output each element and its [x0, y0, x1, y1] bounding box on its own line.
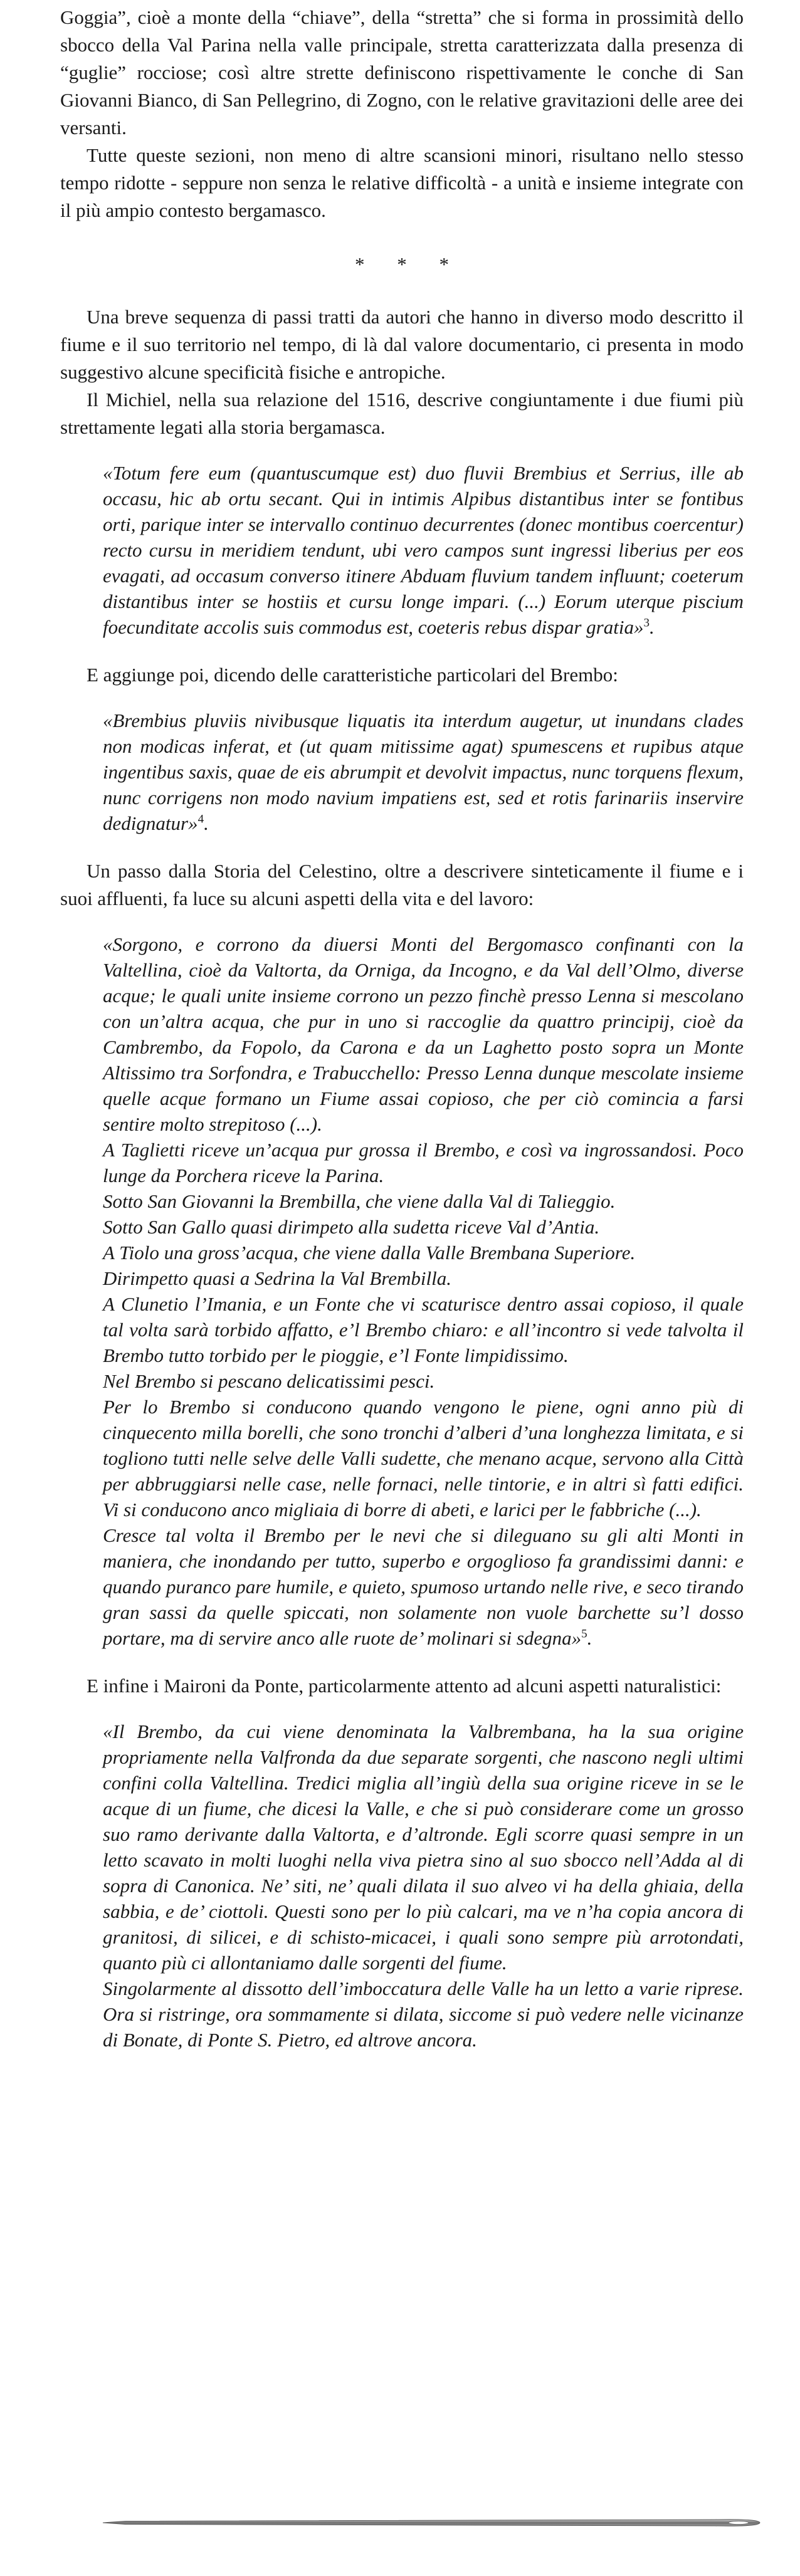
quote-celestino-line: A Clunetio l’Imania, e un Fonte che vi scaturisce dentro assai copioso, il quale tal volta sarà torbido affatto, e’l Brembo chiaro: e all’incontro si vede talvolta il Brembo tutto torbido per le pioggie, e’l Fonte limpidissimo. [103, 1293, 744, 1366]
quote-celestino [103, 931, 744, 1651]
paragraph-michiel: Il Michiel, nella sua relazione del 1516, descrive congiuntamente i due fiumi più strettamente legati alla storia bergamasca. [60, 389, 744, 438]
section-separator: * * * [355, 253, 463, 275]
quote-michiel: «Totum fere eum (quantuscumque est) duo fluvii Brembius et Serrius, ille ab occasu, hic ab ortu secant. Qui in intimis Alpibus distantibus inter se fontibus orti, parique inter se intervallo continuo decurrentes (donec montibus coercentur) recto cursu in meridiem tendunt, ubi vero campos sunt ingressi liberius per eos evagati, ad occasum converso itinere Abduam fluvium tandem influunt; coeterum distantibus inter se hostiis et cursu longe impari. (...) Eorum uterque piscium foecunditate accolis suis commodus est, coeteris rebus dispar gratia»$^3$. [103, 462, 744, 638]
paragraph-maironi: E infine i Maironi da Ponte, particolarmente attento ad alcuni aspetti naturalistici: [87, 1675, 722, 1697]
quote-celestino-line-last: Cresce tal volta il Brembo per le nevi che si dileguano su gli alti Monti in maniera, che inondando per tutto, superbo e orgoglioso fa grandissimi danni: e quando puranco pare humile, e quieto, spumoso urtando nelle rive, e seco tirando gran sassi da quelle spiccati, non solamente non vuole barchette su’l dosso portare, ma di servire anco alle ruote de’ molinari si sdegna»$^5$. [103, 1524, 744, 1649]
quote-celestino-line: Nel Brembo si pescano delicatissimi pesci. [103, 1370, 435, 1392]
quote-brembius: «Brembius pluviis nivibusque liquatis ita interdum augetur, ut inundans clades non modicas inferat, et (ut quam mitissime agat) spumescens et rupibus atque ingentibus saxis, quae de eis abrumpit et devolvit impactus, nunc torquens flexum, nunc corrigens non modo navium impatiens est, sed et rotis farinariis inservire dedignatur»$^4$. [103, 709, 744, 834]
paragraph-sections: Tutte queste sezioni, non meno di altre scansioni minori, risultano nello stesso tempo ridotte - seppure non senza le relative difficoltà - a unità e insieme integrate con il più ampio contesto bergamasco. [60, 144, 744, 221]
quote-celestino-line: «Sorgono, e corrono da diuersi Monti del Bergomasco confinanti con la Valtellina, cioè da Valtorta, da Orniga, da Incogno, e da Val dell’Olmo, diverse acque; le quali unite insieme corrono un pezzo finchè presso Lenna si mescolano con un’altra acqua, che pur in uno si raccoglie da quattro principij, cioè da Cambrembo, da Fopolo, da Carona e da un Laghetto posto sopra un Monte Altissimo tra Sorfondra, e Trabucchello: Presso Lenna dunque mescolate insieme quelle acque formano un Fiume assai copioso, che per ciò comincia a farsi sentire molto strepitoso (...). [103, 933, 744, 1135]
quote-celestino-line: Sotto San Gallo quasi dirimpeto alla sudetta riceve Val d’Antia. [103, 1216, 600, 1238]
quote-maironi [103, 1719, 744, 2053]
quote-brembius-text: «Brembius pluviis nivibusque liquatis ita interdum augetur, ut inundans clades non modicas inferat, et (ut quam mitissime agat) spumescens et rupibus atque ingentibus saxis, quae de eis abrumpit et devolvit impactus, nunc torquens flexum, nunc corrigens non modo navium impatiens est, sed et rotis farinariis inservire dedignatur» [103, 709, 744, 834]
quote-celestino-line: Per lo Brembo si conducono quando vengono le piene, ogni anno più di cinquecento milla borelli, che sono tronchi d’alberi d’una longhezza limitata, e si togliono tutti nelle selve delle Valli sudette, che menano acque, servono alla Città per abbruggiarsi nelle case, nelle fornaci, nelle tintorie, e in altri sì fatti edifici. Vi si conducono anco migliaia di borre di abeti, e larici per le fabbriche (...). [103, 1396, 744, 1521]
quote-maironi-line: Singolarmente al dissotto dell’imboccatura delle Valle ha un letto a varie riprese. Ora si ristringe, ora sommamente si dilata, siccome si può vedere nelle vicinanze di Bonate, di Ponte S. Pietro, ed altrove ancora. [103, 1977, 744, 2051]
needle-icon [100, 2510, 765, 2535]
paragraph-celestino: Un passo dalla Storia del Celestino, oltre a descrivere sinteticamente il fiume e i suoi affluenti, fa luce su alcuni aspetti della vita e del lavoro: [60, 860, 744, 909]
quote-maironi-line: «Il Brembo, da cui viene denominata la Valbrembana, ha la sua origine propriamente nella Valfronda da due separate sorgenti, che nascono negli ultimi confini colla Valtellina. Tredici miglia all’ingiù della sua origine riceve in se le acque di un fiume, che dicesi la Valle, e che si può considerare come un grosso suo ramo derivante dalla Valtorta, e d’altronde. Egli scorre quasi sempre in un letto scavato in molti luoghi nella viva pietra sino al suo sbocco nell’Adda al di sopra di Canonica. Ne’ siti, ne’ quali dilata il suo alveo vi ha della ghiaia, della sabbia, e de’ ciottoli. Questi sono per lo più calcari, ma ve n’ha copia ancora di granitosi, di silicei, e di schisto-micacei, i quali sono sempre più arrotondati, quanto più ci allontaniamo dalle sorgenti del fiume. [103, 1720, 744, 1974]
quote-celestino-last-text: Cresce tal volta il Brembo per le nevi che si dileguano su gli alti Monti in maniera, che inondando per tutto, superbo e orgoglioso fa grandissimi danni: e quando puranco pare humile, e quieto, spumoso urtando nelle rive, e seco tirando gran sassi da quelle spiccati, non solamente non vuole barchette su’l dosso portare, ma di servire anco alle ruote de’ molinari si sdegna» [103, 1524, 744, 1649]
footnote-ref-4: 4 [197, 812, 204, 826]
quote-celestino-line: A Taglietti riceve un’acqua pur grossa il Brembo, e così va ingrossandosi. Poco lunge da Porchera riceve la Parina. [103, 1139, 744, 1186]
paragraph-aggiunge: E aggiunge poi, dicendo delle caratteristiche particolari del Brembo: [87, 664, 618, 686]
paragraph-continuation: Goggia”, cioè a monte della “chiave”, della “stretta” che si forma in prossimità dello sbocco della Val Parina nella valle principale, stretta caratterizzata dalla presenza di “guglie” rocciose; così altre strette definiscono rispettivamente le conche di San Giovanni Bianco, di San Pellegrino, di Zogno, con le relative gravitazioni delle aree dei versanti. [60, 6, 744, 139]
quote-michiel-text: «Totum fere eum (quantuscumque est) duo fluvii Brembius et Serrius, ille ab occasu, hic ab ortu secant. Qui in intimis Alpibus distantibus inter se fontibus orti, parique inter se intervallo continuo decurrentes (donec montibus coercentur) recto cursu in meridiem tendunt, ubi vero campos sunt ingressi liberius per eos evagati, ad occasum converso itinere Abduam fluvium tandem influunt; coeterum distantibus inter se hostiis et cursu longe impari. (...) Eorum uterque piscium foecunditate accolis suis commodus est, coeteris rebus dispar gratia» [103, 462, 744, 638]
footnote-ref-3: 3 [643, 616, 650, 630]
quote-celestino-line: Sotto San Giovanni la Brembilla, che viene dalla Val di Talieggio. [103, 1190, 616, 1212]
paragraph-sequence: Una breve sequenza di passi tratti da autori che hanno in diverso modo descritto il fiume e il suo territorio nel tempo, di là dal valore documentario, ci presenta in modo suggestivo alcune specificità fisiche e antropiche. [60, 306, 744, 383]
quote-celestino-line: A Tiolo una gross’acqua, che viene dalla Valle Brembana Superiore. [103, 1242, 636, 1264]
quote-celestino-line: Dirimpetto quasi a Sedrina la Val Brembilla. [103, 1267, 451, 1289]
footnote-ref-5: 5 [581, 1627, 587, 1641]
page-body [60, 0, 744, 2074]
